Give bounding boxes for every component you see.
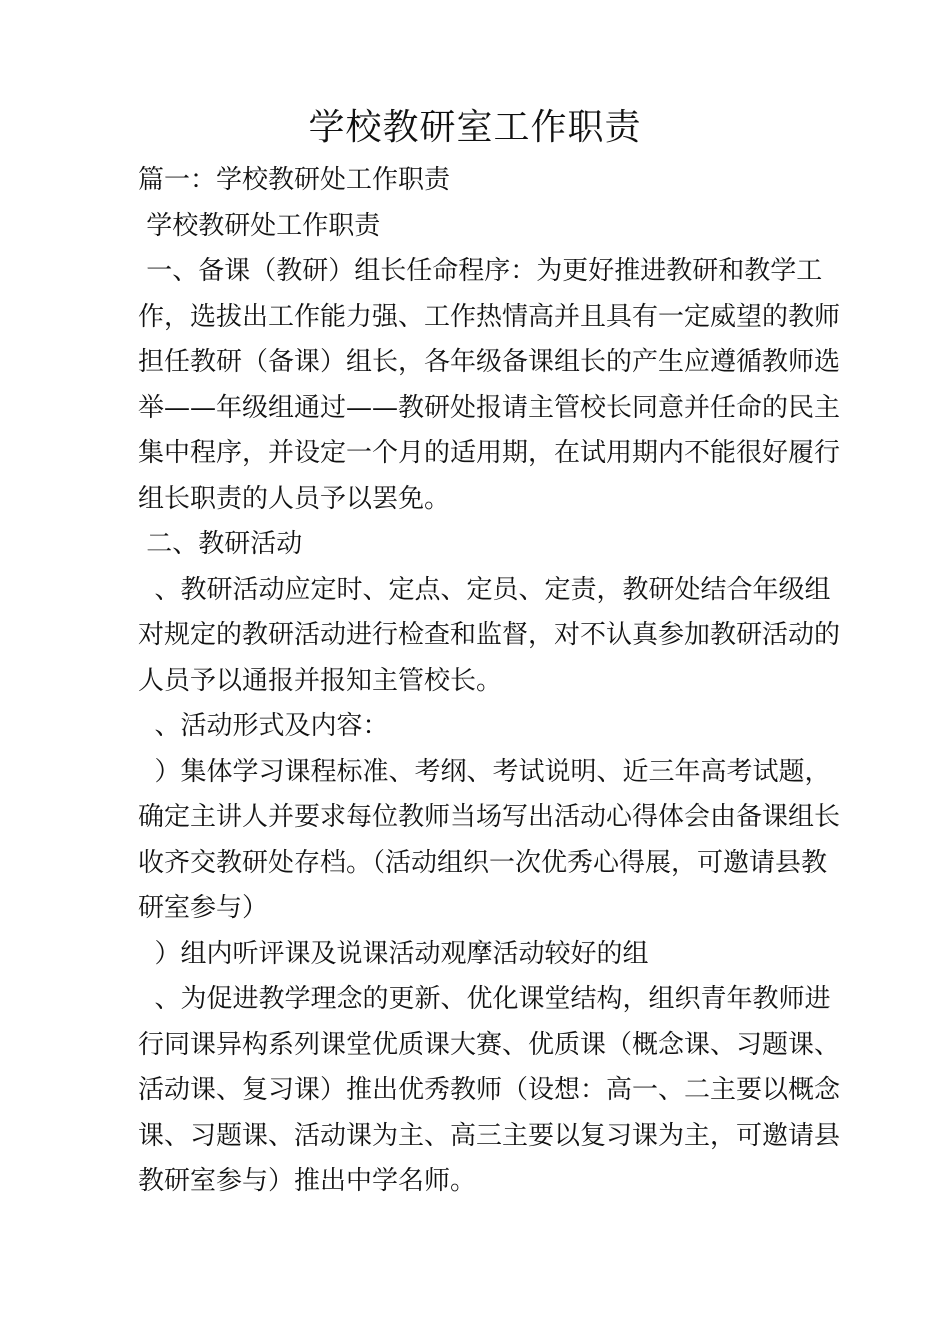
text-line: 教研室参与）推出中学名师。 [138,1166,477,1196]
document-title: 学校教研室工作职责 [308,107,642,148]
text-line: 一、备课（教研）组长任命程序：为更好推进教研和教学工 [138,256,823,286]
text-line: 课、习题课、活动课为主、高三主要以复习课为主，可邀请县 [138,1120,841,1151]
text-line: 学校教研处工作职责 [138,210,381,241]
text-line: 集中程序，并设定一个月的适用期，在试用期内不能很好履行 [138,438,841,468]
text-line: ）组内听评课及说课活动观摩活动较好的组 [138,938,649,969]
text-line: 研室参与） [138,893,269,923]
text-line: 、教研活动应定时、定点、定员、定责，教研处结合年级组 [138,574,831,605]
text-line: 组长职责的人员予以罢免。 [138,483,451,514]
text-line: 、为促进教学理念的更新、优化课堂结构，组织青年教师进 [138,984,831,1014]
text-line: 收齐交教研处存档。（活动组织一次优秀心得展，可邀请县教 [138,847,828,878]
text-line: 确定主讲人并要求每位教师当场写出活动心得体会由备课组长 [138,802,841,832]
text-line: 二、教研活动 [138,529,303,559]
text-line: 人员予以通报并报知主管校长。 [138,665,503,696]
text-line: 、活动形式及内容： [138,711,389,741]
text-line: 对规定的教研活动进行检查和监督，对不认真参加教研活动的 [138,620,841,650]
text-line: 作，选拔出工作能力强、工作热情高并且具有一定威望的教师 [138,301,841,332]
document-body [138,158,841,1205]
text-line: 篇一：学校教研处工作职责 [138,165,451,195]
text-line: 活动课、复习课）推出优秀教师（设想：高一、二主要以概念 [138,1075,841,1105]
text-line: 担任教研（备课）组长，各年级备课组长的产生应遵循教师选 [138,347,841,377]
text-line: 行同课异构系列课堂优质课大赛、优质课（概念课、习题课、 [138,1029,841,1060]
text-line: ）集体学习课程标准、考纲、考试说明、近三年高考试题， [138,756,831,787]
text-line: 举——年级组通过——教研处报请主管校长同意并任命的民主 [138,392,841,423]
